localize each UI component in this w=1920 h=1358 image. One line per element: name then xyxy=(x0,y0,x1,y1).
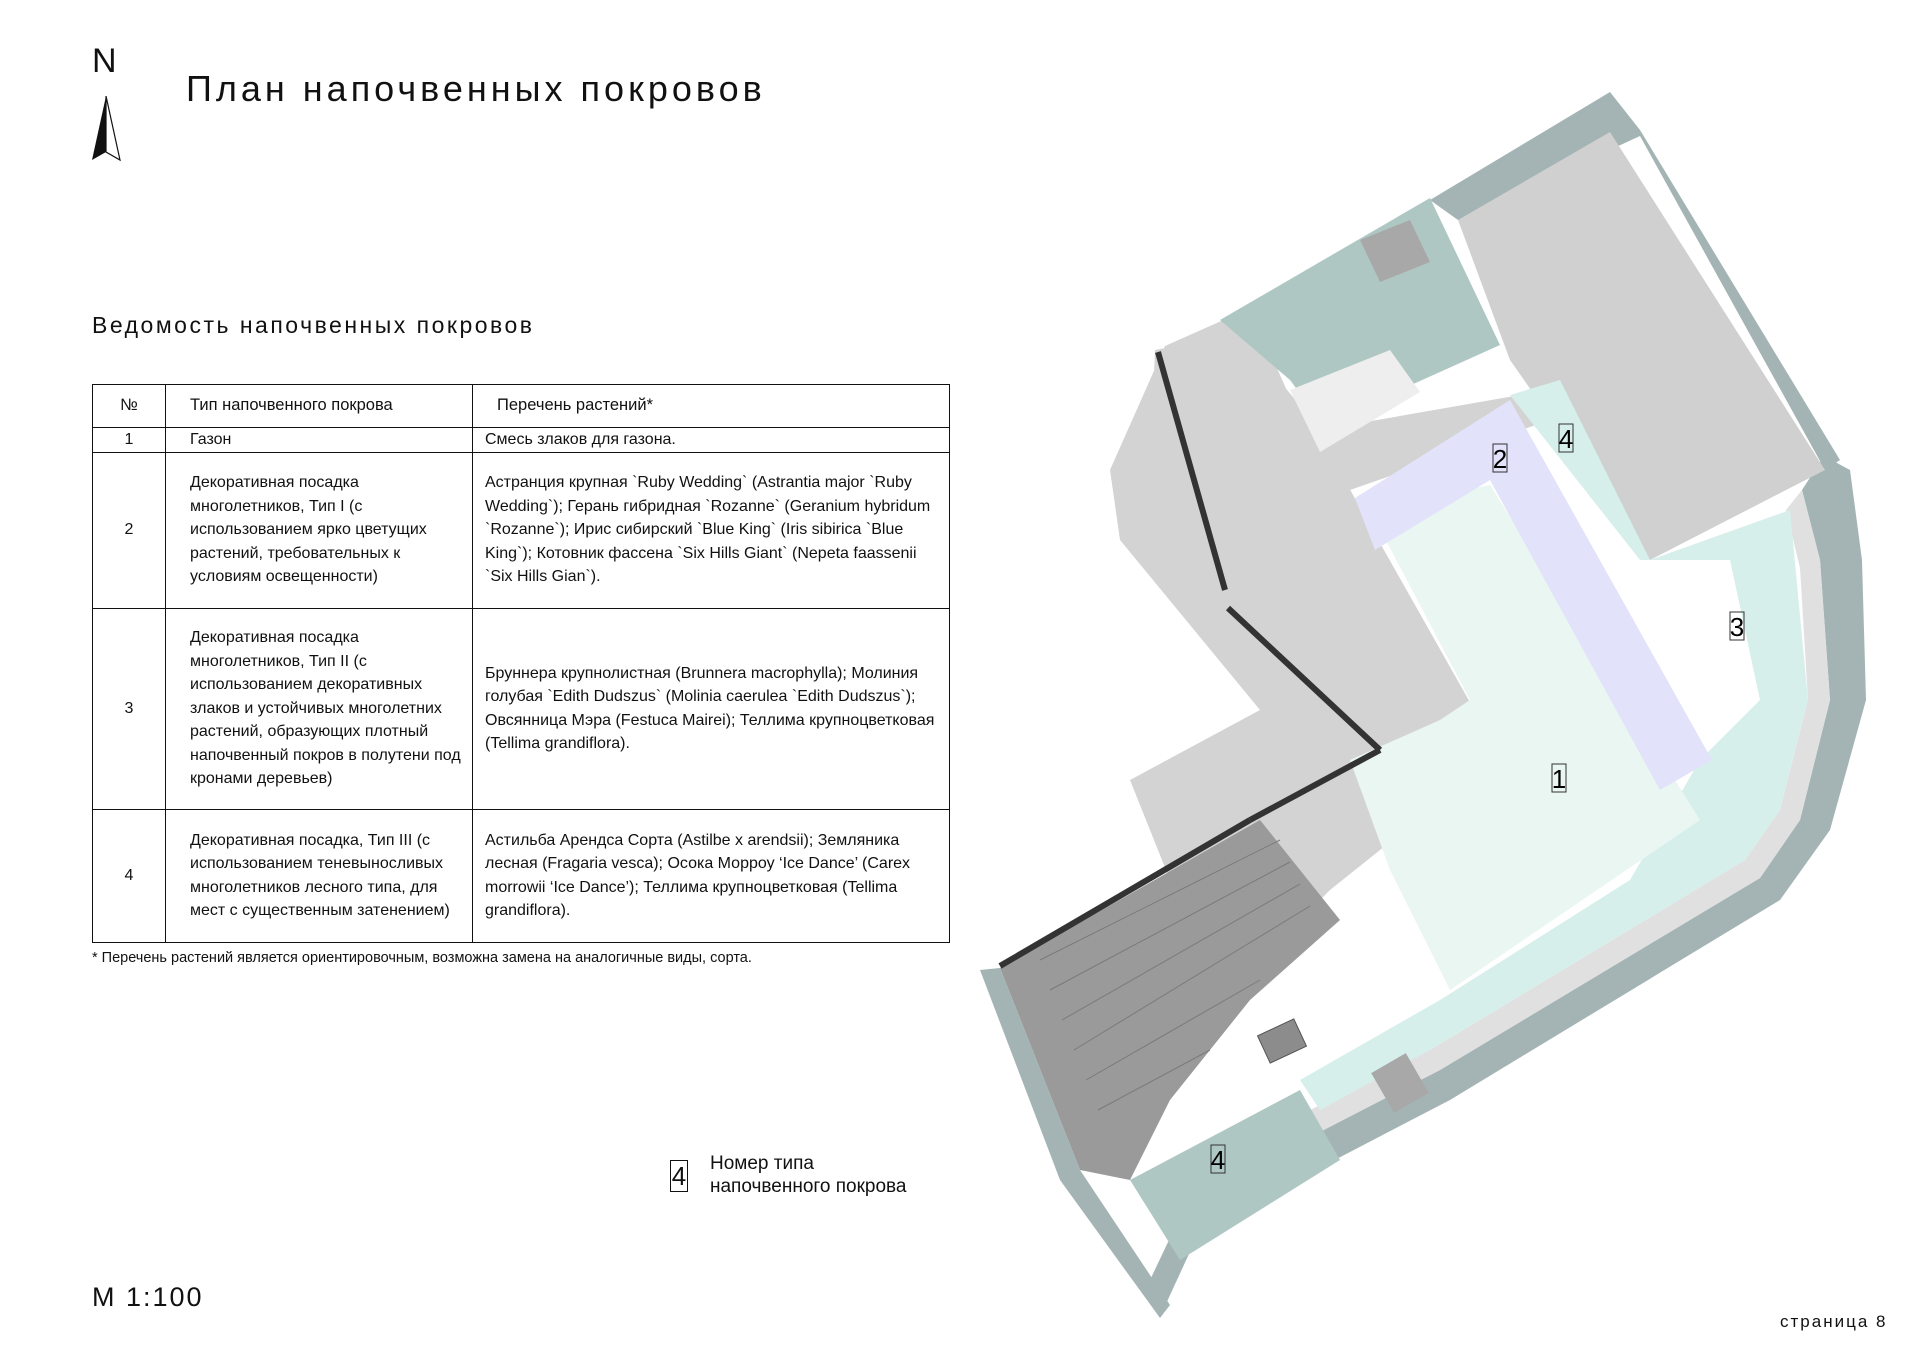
zone-label-4-top: 4 xyxy=(1558,424,1574,454)
zone-label-3: 3 xyxy=(1729,612,1745,642)
page-title: План напочвенных покровов xyxy=(186,68,766,109)
row-type: Газон xyxy=(166,428,473,453)
header-number: № xyxy=(93,385,166,428)
zone-label-2: 2 xyxy=(1492,444,1508,474)
schedule-title: Ведомость напочвенных покровов xyxy=(92,312,535,338)
legend-sample: 4 xyxy=(671,1161,687,1191)
row-type: Декоративная посадка многолетников, Тип I (с использованием ярко цветущих растений, требовательных к условиям освещенности) xyxy=(190,474,427,586)
zone-label-4-bottom: 4 xyxy=(1210,1145,1226,1175)
header-type: Тип напочвенного покрова xyxy=(166,385,473,428)
row-plants: Астильба Арендса Сорта (Astilbe x arendsii); Земляника лесная (Fragaria vesca); Осока Морроу ‘Ice Dance’ (Carex morrowii ‘Ice Dance’); Теллима крупноцветковая (Tellima grandiflora). xyxy=(485,831,911,919)
row-type: Декоративная посадка, Тип III (с использованием теневыносливых многолетников лесного типа, для мест с существенным затенением) xyxy=(190,831,450,919)
legend-line-2: напочвенного покрова xyxy=(710,1176,907,1197)
footnote: * Перечень растений является ориентировочным, возможна замена на аналогичные виды, сорта. xyxy=(92,950,752,966)
north-label: N xyxy=(92,42,117,80)
row-number: 3 xyxy=(93,608,166,809)
row-number: 1 xyxy=(93,428,166,453)
row-plants: Смесь злаков для газона. xyxy=(473,428,950,453)
scale-label: М 1:100 xyxy=(92,1282,204,1312)
row-type: Декоративная посадка многолетников, Тип II (с использованием декоративных злаков и устойчивых многолетних растений, образующих плотный напочвенный покров в полутени под кронами деревьев) xyxy=(190,629,461,788)
page-number: страница 8 xyxy=(1780,1312,1888,1331)
zone-label-1: 1 xyxy=(1551,764,1567,794)
row-plants: Бруннера крупнолистная (Brunnera macrophylla); Молиния голубая `Edith Dudszus` (Molinia caerulea `Edith Dudszus`); Овсянница Мэра (Festuca Mairei); Теллима крупноцветковая (Tellima grandiflora). xyxy=(485,664,935,752)
row-number: 2 xyxy=(93,452,166,608)
header-plants: Перечень растений* xyxy=(473,385,950,428)
plan-fire-pit xyxy=(1258,1019,1307,1063)
row-number: 4 xyxy=(93,809,166,942)
row-plants: Астранция крупная `Ruby Wedding` (Astrantia major `Ruby Wedding`); Герань гибридная `Rozanne` (Geranium hybridum `Rozanne`); Ирис сибирский `Blue King` (Iris sibirica `Blue King`); Котовник фассена `Six Hills Giant` (Nepeta faassenii `Six Hills Gian`). xyxy=(485,474,931,586)
legend-text xyxy=(710,1152,907,1198)
legend-line-1: Номер типа xyxy=(710,1153,814,1174)
